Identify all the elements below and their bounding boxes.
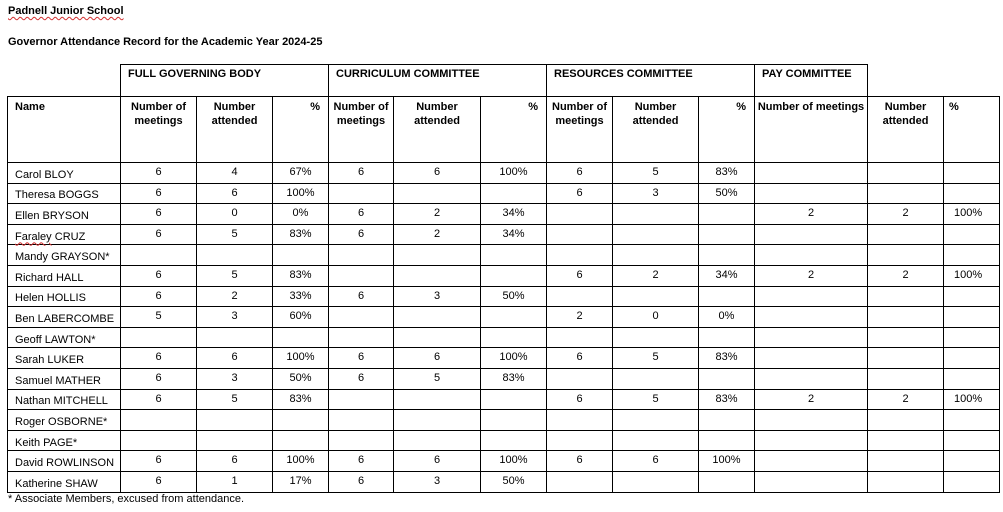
curriculum-pct-cell: 34% (481, 224, 547, 245)
curriculum-pct-cell: 83% (481, 368, 547, 389)
committee-header-resources: RESOURCES COMMITTEE (546, 64, 755, 96)
governor-name-text: Ellen BRYSON (15, 209, 89, 222)
resources-attended-cell (613, 327, 699, 348)
curriculum-pct-cell: 34% (481, 204, 547, 225)
table-row (8, 183, 1000, 204)
table-row (8, 430, 1000, 451)
fgb-meetings-cell (121, 327, 197, 348)
curriculum-meetings-cell: 6 (329, 368, 394, 389)
curriculum-pct-cell: 50% (481, 471, 547, 492)
header-cur-attended: Number attended (394, 97, 481, 163)
curriculum-meetings-cell: 6 (329, 348, 394, 369)
resources-meetings-cell: 6 (547, 163, 613, 184)
table-row (8, 471, 1000, 492)
resources-pct-cell (699, 286, 755, 307)
pay-pct-cell: 100% (944, 204, 1000, 225)
header-fgb-meetings: Number of meetings (121, 97, 197, 163)
fgb-attended-cell: 3 (197, 307, 273, 328)
pay-attended-cell (868, 245, 944, 266)
curriculum-meetings-cell (329, 265, 394, 286)
pay-attended-cell (868, 348, 944, 369)
fgb-meetings-cell (121, 245, 197, 266)
resources-pct-cell: 34% (699, 265, 755, 286)
fgb-meetings-cell (121, 430, 197, 451)
curriculum-pct-cell (481, 245, 547, 266)
governor-name (8, 368, 121, 389)
curriculum-attended-cell: 6 (394, 163, 481, 184)
curriculum-attended-cell (394, 327, 481, 348)
fgb-attended-cell (197, 430, 273, 451)
footnote: * Associate Members, excused from attendance. (8, 493, 245, 505)
governor-name (8, 183, 121, 204)
resources-meetings-cell (547, 430, 613, 451)
resources-meetings-cell (547, 410, 613, 431)
resources-pct-cell: 83% (699, 348, 755, 369)
table-row (8, 368, 1000, 389)
fgb-pct-cell (273, 410, 329, 431)
pay-pct-cell (944, 451, 1000, 472)
resources-meetings-cell: 6 (547, 451, 613, 472)
fgb-attended-cell: 5 (197, 389, 273, 410)
header-cur-pct: % (481, 97, 547, 163)
fgb-meetings-cell (121, 410, 197, 431)
pay-attended-cell (868, 410, 944, 431)
pay-attended-cell: 2 (868, 265, 944, 286)
curriculum-pct-cell (481, 183, 547, 204)
pay-meetings-cell (755, 348, 868, 369)
curriculum-pct-cell (481, 410, 547, 431)
curriculum-meetings-cell (329, 245, 394, 266)
curriculum-pct-cell (481, 430, 547, 451)
governor-name (8, 204, 121, 225)
pay-meetings-cell (755, 410, 868, 431)
pay-pct-cell: 100% (944, 265, 1000, 286)
fgb-pct-cell: 83% (273, 389, 329, 410)
fgb-meetings-cell: 6 (121, 348, 197, 369)
curriculum-attended-cell (394, 430, 481, 451)
curriculum-meetings-cell (329, 430, 394, 451)
fgb-meetings-cell: 6 (121, 224, 197, 245)
pay-attended-cell (868, 224, 944, 245)
header-fgb-attended: Number attended (197, 97, 273, 163)
resources-pct-cell: 50% (699, 183, 755, 204)
fgb-meetings-cell: 6 (121, 471, 197, 492)
fgb-attended-cell: 5 (197, 224, 273, 245)
pay-attended-cell (868, 368, 944, 389)
curriculum-attended-cell: 2 (394, 204, 481, 225)
header-cur-meetings: Number of meetings (329, 97, 394, 163)
table-row (8, 410, 1000, 431)
table-row (8, 204, 1000, 225)
pay-attended-cell (868, 163, 944, 184)
pay-meetings-cell (755, 224, 868, 245)
fgb-meetings-cell: 6 (121, 286, 197, 307)
governor-name-text: Keith PAGE* (15, 436, 78, 449)
governor-name (8, 410, 121, 431)
fgb-attended-cell (197, 410, 273, 431)
pay-pct-cell (944, 368, 1000, 389)
curriculum-meetings-cell (329, 410, 394, 431)
committee-header-full-governing-body: FULL GOVERNING BODY (120, 64, 329, 96)
governor-name-text: Carol BLOY (15, 168, 74, 181)
governor-name (8, 307, 121, 328)
pay-meetings-cell (755, 368, 868, 389)
pay-pct-cell (944, 327, 1000, 348)
header-res-attended: Number attended (613, 97, 699, 163)
table-row (8, 265, 1000, 286)
header-pay-pct: % (944, 97, 1000, 163)
resources-attended-cell: 3 (613, 183, 699, 204)
curriculum-attended-cell: 6 (394, 348, 481, 369)
table-row (8, 163, 1000, 184)
header-fgb-pct: % (273, 97, 329, 163)
pay-meetings-cell: 2 (755, 265, 868, 286)
pay-meetings-cell (755, 451, 868, 472)
resources-attended-cell (613, 368, 699, 389)
resources-attended-cell (613, 410, 699, 431)
fgb-pct-cell: 33% (273, 286, 329, 307)
governor-name-text: Katherine SHAW (15, 477, 98, 490)
curriculum-pct-cell (481, 389, 547, 410)
resources-meetings-cell (547, 327, 613, 348)
curriculum-meetings-cell: 6 (329, 163, 394, 184)
pay-pct-cell (944, 430, 1000, 451)
fgb-attended-cell: 2 (197, 286, 273, 307)
pay-meetings-cell (755, 245, 868, 266)
fgb-attended-cell: 0 (197, 204, 273, 225)
curriculum-attended-cell (394, 183, 481, 204)
governor-name (8, 163, 121, 184)
curriculum-meetings-cell (329, 183, 394, 204)
curriculum-meetings-cell: 6 (329, 451, 394, 472)
curriculum-meetings-cell: 6 (329, 224, 394, 245)
curriculum-meetings-cell (329, 327, 394, 348)
resources-pct-cell: 83% (699, 389, 755, 410)
attendance-table (7, 96, 1000, 493)
resources-pct-cell (699, 245, 755, 266)
resources-attended-cell: 5 (613, 163, 699, 184)
pay-meetings-cell: 2 (755, 204, 868, 225)
fgb-attended-cell: 1 (197, 471, 273, 492)
fgb-pct-cell: 100% (273, 451, 329, 472)
governor-name (8, 348, 121, 369)
pay-pct-cell (944, 183, 1000, 204)
fgb-pct-cell: 67% (273, 163, 329, 184)
fgb-pct-cell (273, 327, 329, 348)
governor-name-text: Mandy GRAYSON* (15, 251, 110, 264)
pay-attended-cell (868, 327, 944, 348)
pay-attended-cell (868, 286, 944, 307)
fgb-pct-cell: 83% (273, 265, 329, 286)
governor-name (8, 471, 121, 492)
fgb-attended-cell: 5 (197, 265, 273, 286)
resources-attended-cell (613, 471, 699, 492)
curriculum-meetings-cell: 6 (329, 286, 394, 307)
governor-name-text: Helen HOLLIS (15, 292, 86, 305)
resources-attended-cell (613, 204, 699, 225)
resources-meetings-cell (547, 224, 613, 245)
fgb-attended-cell: 4 (197, 163, 273, 184)
curriculum-attended-cell: 5 (394, 368, 481, 389)
curriculum-meetings-cell: 6 (329, 471, 394, 492)
curriculum-attended-cell (394, 389, 481, 410)
table-row (8, 451, 1000, 472)
fgb-attended-cell (197, 327, 273, 348)
pay-pct-cell (944, 471, 1000, 492)
pay-pct-cell (944, 286, 1000, 307)
header-row (8, 97, 1000, 163)
governor-name-text: Faraley CRUZ (15, 230, 86, 243)
fgb-meetings-cell: 5 (121, 307, 197, 328)
resources-meetings-cell: 6 (547, 265, 613, 286)
fgb-attended-cell (197, 245, 273, 266)
resources-pct-cell (699, 327, 755, 348)
pay-pct-cell (944, 224, 1000, 245)
pay-attended-cell (868, 430, 944, 451)
governor-name (8, 224, 121, 245)
pay-meetings-cell (755, 430, 868, 451)
governor-name (8, 327, 121, 348)
header-name: Name (8, 97, 121, 163)
pay-pct-cell (944, 307, 1000, 328)
committee-header-pay: PAY COMMITTEE (754, 64, 868, 96)
fgb-pct-cell: 83% (273, 224, 329, 245)
resources-meetings-cell (547, 245, 613, 266)
pay-attended-cell (868, 183, 944, 204)
fgb-pct-cell: 0% (273, 204, 329, 225)
pay-pct-cell (944, 245, 1000, 266)
governor-name (8, 245, 121, 266)
curriculum-attended-cell (394, 265, 481, 286)
pay-pct-cell (944, 163, 1000, 184)
pay-attended-cell (868, 451, 944, 472)
resources-pct-cell: 100% (699, 451, 755, 472)
resources-pct-cell: 0% (699, 307, 755, 328)
resources-meetings-cell (547, 286, 613, 307)
fgb-attended-cell: 6 (197, 348, 273, 369)
school-name-text: Padnell Junior School (8, 5, 124, 17)
governor-name (8, 389, 121, 410)
curriculum-attended-cell (394, 245, 481, 266)
resources-pct-cell (699, 471, 755, 492)
fgb-pct-cell (273, 245, 329, 266)
resources-meetings-cell: 6 (547, 389, 613, 410)
curriculum-pct-cell: 100% (481, 163, 547, 184)
fgb-attended-cell: 6 (197, 451, 273, 472)
pay-meetings-cell (755, 327, 868, 348)
table-row (8, 245, 1000, 266)
governor-name (8, 286, 121, 307)
pay-attended-cell: 2 (868, 389, 944, 410)
curriculum-meetings-cell (329, 389, 394, 410)
fgb-pct-cell (273, 430, 329, 451)
curriculum-pct-cell (481, 265, 547, 286)
curriculum-pct-cell (481, 327, 547, 348)
fgb-meetings-cell: 6 (121, 265, 197, 286)
table-row (8, 307, 1000, 328)
table-row (8, 348, 1000, 369)
header-pay-meetings: Number of meetings (755, 97, 868, 163)
resources-attended-cell: 5 (613, 389, 699, 410)
pay-attended-cell: 2 (868, 204, 944, 225)
fgb-meetings-cell: 6 (121, 368, 197, 389)
resources-attended-cell (613, 286, 699, 307)
pay-pct-cell: 100% (944, 389, 1000, 410)
resources-pct-cell (699, 430, 755, 451)
fgb-pct-cell: 50% (273, 368, 329, 389)
resources-attended-cell (613, 224, 699, 245)
resources-pct-cell (699, 410, 755, 431)
curriculum-attended-cell: 2 (394, 224, 481, 245)
fgb-pct-cell: 100% (273, 183, 329, 204)
pay-attended-cell (868, 307, 944, 328)
curriculum-attended-cell (394, 307, 481, 328)
table-row (8, 389, 1000, 410)
table-row (8, 224, 1000, 245)
resources-attended-cell: 6 (613, 451, 699, 472)
resources-attended-cell: 0 (613, 307, 699, 328)
fgb-meetings-cell: 6 (121, 183, 197, 204)
table-row (8, 327, 1000, 348)
curriculum-attended-cell: 3 (394, 286, 481, 307)
document-title: Governor Attendance Record for the Academic Year 2024-25 (8, 36, 323, 48)
spellcheck-flagged-word: Faraley (15, 230, 52, 243)
fgb-pct-cell: 60% (273, 307, 329, 328)
resources-pct-cell (699, 204, 755, 225)
governor-name-text: David ROWLINSON (15, 457, 115, 470)
fgb-meetings-cell: 6 (121, 163, 197, 184)
fgb-attended-cell: 3 (197, 368, 273, 389)
pay-pct-cell (944, 410, 1000, 431)
header-res-meetings: Number of meetings (547, 97, 613, 163)
curriculum-attended-cell (394, 410, 481, 431)
resources-meetings-cell (547, 204, 613, 225)
governor-name-text: Samuel MATHER (15, 374, 101, 387)
curriculum-attended-cell: 6 (394, 451, 481, 472)
fgb-pct-cell: 100% (273, 348, 329, 369)
governor-name (8, 451, 121, 472)
curriculum-meetings-cell: 6 (329, 204, 394, 225)
header-res-pct: % (699, 97, 755, 163)
fgb-meetings-cell: 6 (121, 451, 197, 472)
resources-pct-cell: 83% (699, 163, 755, 184)
governor-name (8, 430, 121, 451)
pay-meetings-cell: 2 (755, 389, 868, 410)
pay-attended-cell (868, 471, 944, 492)
pay-meetings-cell (755, 307, 868, 328)
resources-attended-cell: 5 (613, 348, 699, 369)
fgb-attended-cell: 6 (197, 183, 273, 204)
curriculum-meetings-cell (329, 307, 394, 328)
resources-attended-cell: 2 (613, 265, 699, 286)
governor-name-text: Sarah LUKER (15, 354, 85, 367)
school-name (8, 5, 124, 17)
resources-attended-cell (613, 245, 699, 266)
resources-meetings-cell (547, 368, 613, 389)
fgb-pct-cell: 17% (273, 471, 329, 492)
governor-name-text: Richard HALL (15, 271, 84, 284)
fgb-meetings-cell: 6 (121, 204, 197, 225)
curriculum-pct-cell (481, 307, 547, 328)
resources-meetings-cell: 6 (547, 183, 613, 204)
resources-meetings-cell (547, 471, 613, 492)
table-row (8, 286, 1000, 307)
governor-name-text: Roger OSBORNE* (15, 415, 108, 428)
curriculum-pct-cell: 100% (481, 451, 547, 472)
resources-pct-cell (699, 368, 755, 389)
resources-attended-cell (613, 430, 699, 451)
curriculum-pct-cell: 100% (481, 348, 547, 369)
governor-name-text: Geoff LAWTON* (15, 333, 96, 346)
pay-pct-cell (944, 348, 1000, 369)
curriculum-pct-cell: 50% (481, 286, 547, 307)
pay-meetings-cell (755, 183, 868, 204)
header-pay-attended: Number attended (868, 97, 944, 163)
resources-meetings-cell: 2 (547, 307, 613, 328)
committee-header-curriculum: CURRICULUM COMMITTEE (328, 64, 547, 96)
resources-meetings-cell: 6 (547, 348, 613, 369)
governor-name (8, 265, 121, 286)
resources-pct-cell (699, 224, 755, 245)
governor-name-text: Nathan MITCHELL (15, 395, 108, 408)
curriculum-attended-cell: 3 (394, 471, 481, 492)
governor-name-text: Ben LABERCOMBE (15, 312, 115, 325)
pay-meetings-cell (755, 163, 868, 184)
fgb-meetings-cell: 6 (121, 389, 197, 410)
pay-meetings-cell (755, 471, 868, 492)
pay-meetings-cell (755, 286, 868, 307)
governor-name-text: Theresa BOGGS (15, 189, 99, 202)
